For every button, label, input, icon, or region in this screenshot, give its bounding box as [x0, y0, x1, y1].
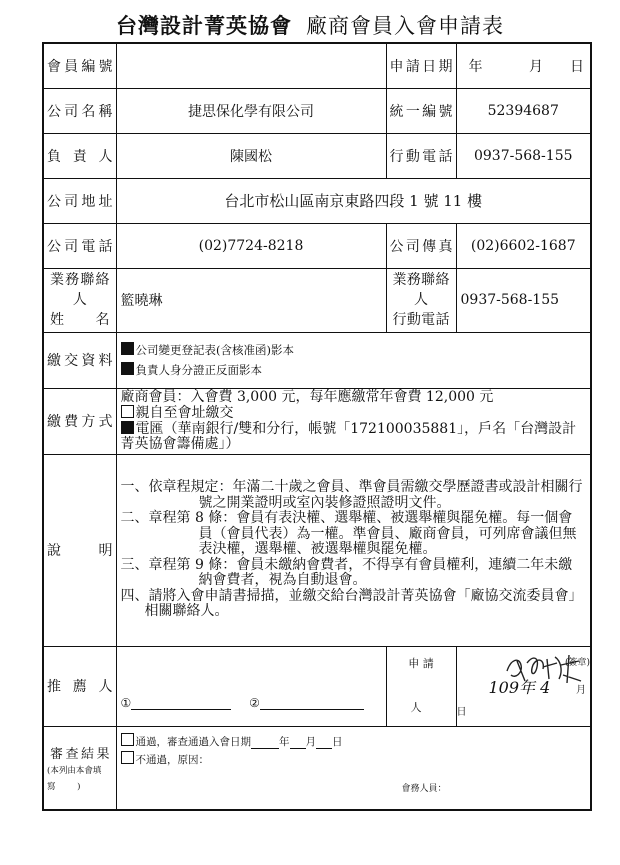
- value-contact[interactable]: 籃曉琳: [116, 268, 386, 332]
- label-applicant-a: 申 請: [408, 656, 434, 670]
- payment-option-text-2: 電匯（華南銀行/雙和分行，帳號「172100035881」，戶名「台灣設計菁英協會籌備處」）: [120, 421, 577, 452]
- row-member-no: [43, 43, 591, 88]
- row-phone: [43, 223, 591, 268]
- payment-option-2[interactable]: [121, 421, 587, 452]
- label-company: 公司名稱: [43, 88, 116, 133]
- value-owner[interactable]: 陳國松: [116, 133, 386, 178]
- document-text-1: 公司變更登記表(含核准函)影本: [135, 343, 294, 357]
- label-tax-id: 統一編號: [386, 88, 456, 133]
- label-referee: 推 薦 人: [43, 646, 116, 726]
- form-name: 廠商會員入會申請表: [306, 14, 504, 38]
- label-applicant-b: 人: [410, 700, 422, 714]
- label-phone: 公司電話: [43, 223, 116, 268]
- applicant-day-label: 日: [456, 706, 467, 718]
- value-mobile[interactable]: 0937-568-155: [456, 133, 591, 178]
- payment-fee: 廠商會員：入會費 3,000 元，每年應繳常年會費 12,000 元: [120, 389, 494, 405]
- label-applicant: [386, 646, 456, 726]
- note-3: [121, 558, 587, 589]
- review-month-blank[interactable]: [290, 748, 306, 749]
- value-member-no[interactable]: [116, 43, 386, 88]
- date-month: 月: [528, 58, 543, 75]
- review-year-blank[interactable]: [251, 748, 279, 749]
- value-fax[interactable]: (02)6602-1687: [456, 223, 591, 268]
- row-address: [43, 178, 591, 223]
- note-head-3: 三、章程第 9 條：: [120, 556, 237, 573]
- document-item-1[interactable]: [121, 340, 587, 360]
- review-fail-row[interactable]: [121, 751, 587, 767]
- value-contact-mobile[interactable]: 0937-568-155: [456, 268, 591, 332]
- label-review-b: (本列由本會填: [47, 766, 102, 777]
- label-review: [43, 726, 116, 810]
- payment-option-1[interactable]: [121, 405, 587, 421]
- note-head-2: 二、章程第 8 條：: [120, 510, 237, 527]
- date-year: 年: [468, 58, 483, 75]
- checkbox-checked-icon[interactable]: [121, 362, 134, 375]
- review-pass-row[interactable]: [121, 733, 587, 749]
- review-staff: 會務人員：: [401, 783, 447, 794]
- application-form: [42, 42, 592, 811]
- note-1: [121, 480, 587, 511]
- label-owner: 負 責 人: [43, 133, 116, 178]
- review-fail-text: 不通過，原因：: [135, 753, 209, 766]
- org-name: 台灣設計菁英協會: [116, 13, 292, 38]
- label-notes: 說 明: [43, 454, 116, 646]
- label-payment: 繳費方式: [43, 388, 116, 454]
- label-review-a: 審查結果: [50, 747, 110, 763]
- seal-note: (簽章): [564, 657, 590, 668]
- row-documents: [43, 332, 591, 388]
- row-owner: [43, 133, 591, 178]
- payment-details: [116, 388, 591, 454]
- label-address: 公司地址: [43, 178, 116, 223]
- row-contact: [43, 268, 591, 332]
- value-company[interactable]: 捷思保化學有限公司: [116, 88, 386, 133]
- row-referee: [43, 646, 591, 726]
- checkbox-empty-icon[interactable]: [121, 733, 134, 746]
- review-day: 日: [332, 735, 343, 748]
- note-body-2: 會員有表決權、選舉權、被選舉權與罷免權。每一個會員（會員代表）為一權。準會員、廠商會員，可列席會議但無表決權，選舉權、被選舉權與罷免權。: [198, 510, 577, 558]
- label-member-no: 會員編號: [43, 43, 116, 88]
- review-day-blank[interactable]: [316, 748, 332, 749]
- value-tax-id[interactable]: 52394687: [456, 88, 591, 133]
- review-details: [116, 726, 591, 810]
- referee-blank-1[interactable]: [131, 709, 231, 710]
- applicant-month-label: 月: [576, 684, 586, 696]
- referee-mark-2: ②: [249, 695, 260, 710]
- applicant-signature[interactable]: [456, 646, 591, 726]
- review-pass-text: 通過，審查通過入會日期: [135, 735, 251, 748]
- checkbox-checked-icon[interactable]: [121, 421, 134, 434]
- note-head-4: 四、: [120, 587, 149, 604]
- label-contact-b: 人: [72, 292, 87, 308]
- checkbox-checked-icon[interactable]: [121, 342, 134, 355]
- label-contact-a: 業務聯絡: [50, 272, 110, 288]
- label-fax: 公司傳真: [386, 223, 456, 268]
- checkbox-empty-icon[interactable]: [121, 751, 134, 764]
- label-contact-mobile-a: 業務聯絡: [392, 272, 450, 288]
- label-contact-mobile-b: 人: [414, 292, 428, 308]
- note-body-3: 會員未繳納會費者，不得享有會員權利，連續二年未繳納會費者，視為自動退會。: [198, 556, 573, 589]
- label-contact-c: 姓 名: [50, 312, 110, 328]
- referee-mark-1: ①: [120, 695, 132, 710]
- note-body-1: 年滿二十歲之會員、準會員需繳交學歷證書或設計相關行號之開業證明或室內裝修證照證明文件。: [198, 479, 583, 511]
- referee-fields[interactable]: [116, 646, 386, 726]
- note-head-1: 一、依章程規定：: [120, 479, 233, 496]
- row-review: [43, 726, 591, 810]
- label-contact-mobile-c: 行動電話: [392, 312, 450, 328]
- row-notes: [43, 454, 591, 646]
- checkbox-empty-icon[interactable]: [121, 405, 134, 418]
- document-item-2[interactable]: [121, 360, 587, 380]
- label-apply-date: 申請日期: [386, 43, 456, 88]
- label-mobile: 行動電話: [386, 133, 456, 178]
- row-payment: [43, 388, 591, 454]
- document-text-2: 負責人身分證正反面影本: [135, 363, 262, 377]
- notes-list: [116, 454, 591, 646]
- note-2: [121, 511, 587, 558]
- review-year: 年: [279, 735, 290, 748]
- row-company: [43, 88, 591, 133]
- date-day: 日: [570, 58, 584, 75]
- form-title: [0, 10, 620, 40]
- note-body-4: 請將入會申請書掃描，並繳交給台灣設計菁英協會「廠協交流委員會」相關聯絡人。: [144, 587, 583, 620]
- label-review-c: 寫 ): [47, 782, 81, 793]
- review-month: 月: [305, 735, 316, 748]
- label-documents: 繳交資料: [43, 332, 116, 388]
- value-address[interactable]: 台北市松山區南京東路四段 1 號 11 樓: [116, 178, 591, 223]
- label-contact: [43, 268, 116, 332]
- referee-blank-2[interactable]: [260, 709, 364, 710]
- documents-list: [116, 332, 591, 388]
- value-phone[interactable]: (02)7724-8218: [116, 223, 386, 268]
- label-contact-mobile: [386, 268, 456, 332]
- value-apply-date[interactable]: [456, 43, 591, 88]
- payment-option-text-1: 親自至會址繳交: [135, 405, 234, 421]
- note-4: [121, 589, 587, 620]
- signature-date: 109年 4: [488, 677, 551, 697]
